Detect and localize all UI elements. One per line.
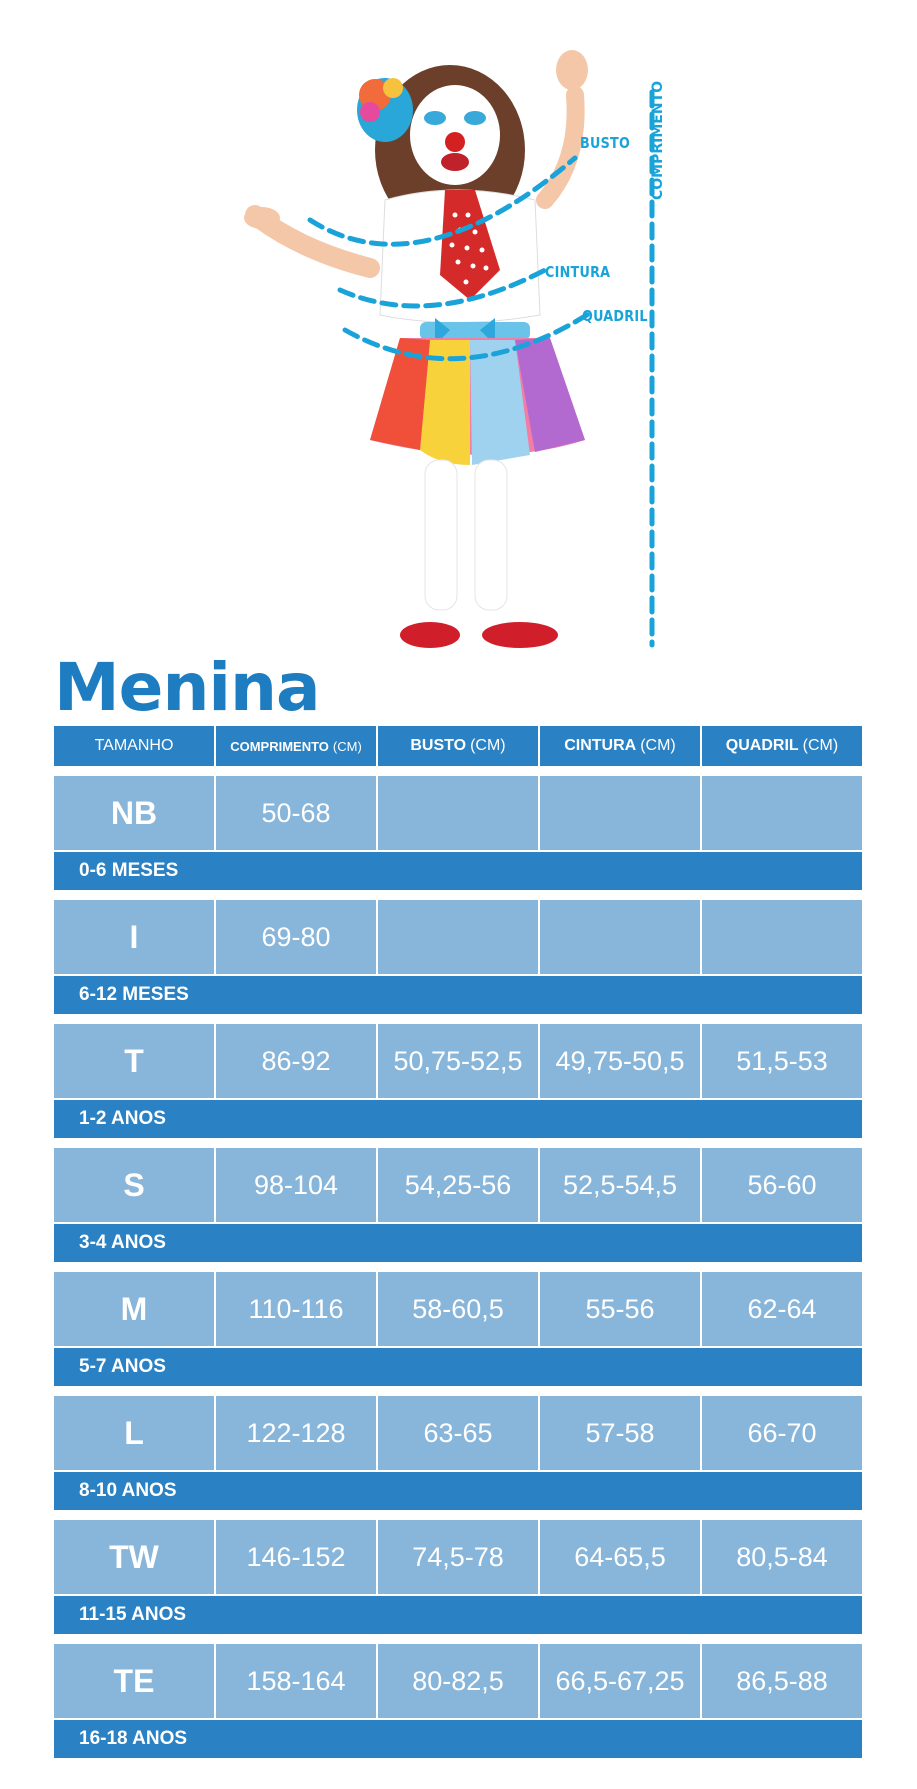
busto-cell <box>378 776 538 850</box>
busto-label: BUSTO <box>580 134 631 152</box>
quadril-cell: 51,5-53 <box>702 1024 862 1098</box>
size-row-group <box>54 1148 862 1262</box>
table-row <box>54 1396 862 1470</box>
header-tamanho: TAMANHO <box>54 726 214 766</box>
cintura-cell: 66,5-67,25 <box>540 1644 700 1718</box>
comprimento-cell: 158-164 <box>216 1644 376 1718</box>
busto-cell <box>378 900 538 974</box>
comprimento-cell: 122-128 <box>216 1396 376 1470</box>
size-row-group <box>54 1644 862 1758</box>
cintura-cell: 55-56 <box>540 1272 700 1346</box>
size-cell: I <box>54 900 214 974</box>
size-cell: TW <box>54 1520 214 1594</box>
illustration-area <box>0 0 917 650</box>
table-row <box>54 1644 862 1718</box>
size-cell: TE <box>54 1644 214 1718</box>
busto-cell: 63-65 <box>378 1396 538 1470</box>
table-header <box>54 726 862 766</box>
table-row <box>54 1272 862 1346</box>
header-comprimento: COMPRIMENTO (CM) <box>216 726 376 766</box>
comprimento-label: COMPRIMENTO <box>650 80 666 200</box>
table-row <box>54 1024 862 1098</box>
table-row <box>54 1520 862 1594</box>
busto-cell: 80-82,5 <box>378 1644 538 1718</box>
cintura-cell <box>540 900 700 974</box>
comprimento-cell: 98-104 <box>216 1148 376 1222</box>
quadril-cell <box>702 776 862 850</box>
table-row <box>54 1148 862 1222</box>
size-cell: M <box>54 1272 214 1346</box>
age-range: 3-4 ANOS <box>54 1224 862 1262</box>
comprimento-cell: 69-80 <box>216 900 376 974</box>
header-cintura: CINTURA (CM) <box>540 726 700 766</box>
table-row <box>54 900 862 974</box>
quadril-cell: 56-60 <box>702 1148 862 1222</box>
size-cell: T <box>54 1024 214 1098</box>
header-busto: BUSTO (CM) <box>378 726 538 766</box>
comprimento-cell: 110-116 <box>216 1272 376 1346</box>
size-table <box>54 726 862 1758</box>
busto-cell: 74,5-78 <box>378 1520 538 1594</box>
quadril-cell: 86,5-88 <box>702 1644 862 1718</box>
busto-cell: 58-60,5 <box>378 1272 538 1346</box>
size-row-group <box>54 1272 862 1386</box>
size-row-group <box>54 776 862 890</box>
age-range: 5-7 ANOS <box>54 1348 862 1386</box>
busto-cell: 54,25-56 <box>378 1148 538 1222</box>
cintura-cell: 57-58 <box>540 1396 700 1470</box>
quadril-cell: 62-64 <box>702 1272 862 1346</box>
cintura-cell: 64-65,5 <box>540 1520 700 1594</box>
quadril-cell: 80,5-84 <box>702 1520 862 1594</box>
child-costume-illustration <box>0 0 917 650</box>
cintura-label: CINTURA <box>545 263 611 281</box>
page-title: Menina <box>54 649 320 726</box>
age-range: 0-6 MESES <box>54 852 862 890</box>
comprimento-cell: 50-68 <box>216 776 376 850</box>
age-range: 16-18 ANOS <box>54 1720 862 1758</box>
comprimento-cell: 86-92 <box>216 1024 376 1098</box>
comprimento-cell: 146-152 <box>216 1520 376 1594</box>
cintura-cell: 52,5-54,5 <box>540 1148 700 1222</box>
size-row-group <box>54 900 862 1014</box>
busto-cell: 50,75-52,5 <box>378 1024 538 1098</box>
size-cell: NB <box>54 776 214 850</box>
table-row <box>54 776 862 850</box>
quadril-cell <box>702 900 862 974</box>
quadril-cell: 66-70 <box>702 1396 862 1470</box>
size-row-group <box>54 1024 862 1138</box>
age-range: 1-2 ANOS <box>54 1100 862 1138</box>
size-row-group <box>54 1520 862 1634</box>
age-range: 8-10 ANOS <box>54 1472 862 1510</box>
header-quadril: QUADRIL (CM) <box>702 726 862 766</box>
age-range: 6-12 MESES <box>54 976 862 1014</box>
age-range: 11-15 ANOS <box>54 1596 862 1634</box>
cintura-cell <box>540 776 700 850</box>
size-cell: S <box>54 1148 214 1222</box>
quadril-label: QUADRIL <box>582 307 648 325</box>
size-cell: L <box>54 1396 214 1470</box>
size-row-group <box>54 1396 862 1510</box>
cintura-cell: 49,75-50,5 <box>540 1024 700 1098</box>
